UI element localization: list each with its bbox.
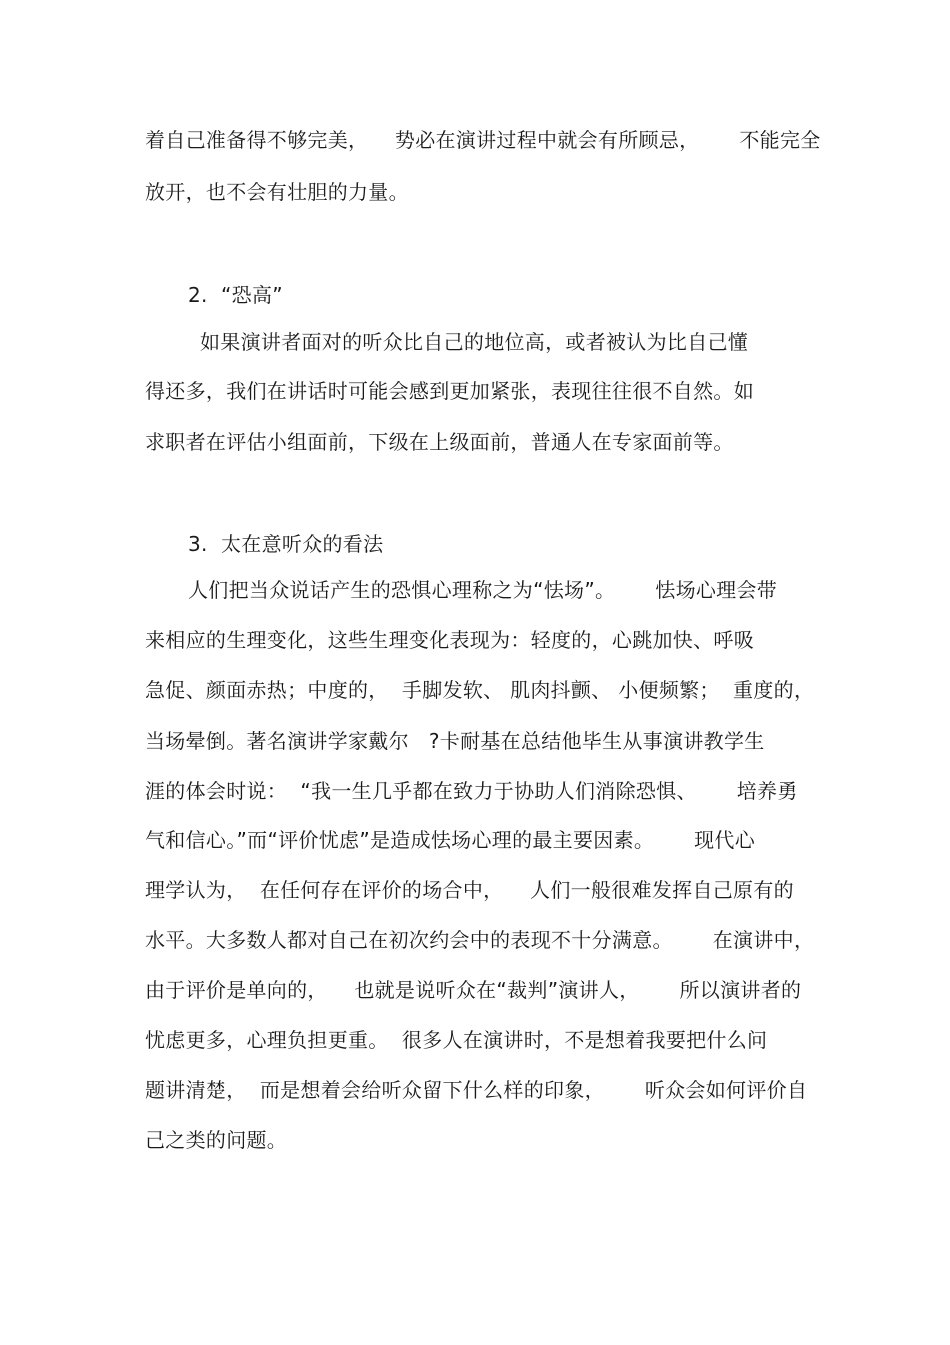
paragraph-line: 当场晕倒。著名演讲学家戴尔 ?卡耐基在总结他毕生从事演讲教学生 [145, 729, 765, 753]
paragraph-line: 人们把当众说话产生的恐惧心理称之为“怯场”。 怯场心理会带 [188, 578, 778, 602]
paragraph-line: 来相应的生理变化，这些生理变化表现为：轻度的，心跳加快、呼吸 [145, 628, 754, 652]
paragraph-line: 得还多，我们在讲话时可能会感到更加紧张，表现往往很不自然。如 [145, 379, 754, 403]
paragraph-line: 理学认为， 在任何存在评价的场合中， 人们一般很难发挥自己原有的 [145, 878, 794, 902]
section-heading-3: 3. 太在意听众的看法 [188, 532, 384, 556]
paragraph-line: 求职者在评估小组面前，下级在上级面前，普通人在专家面前等。 [145, 430, 734, 454]
paragraph-line: 水平。大多数人都对自己在初次约会中的表现不十分满意。 在演讲中， [145, 928, 815, 952]
paragraph-line: 涯的体会时说： “我一生几乎都在致力于协助人们消除恐惧、 培养勇 [145, 779, 798, 803]
paragraph-line: 气和信心。”而“评价忧虑”是造成怯场心理的最主要因素。 现代心 [145, 828, 756, 852]
paragraph-line: 放开，也不会有壮胆的力量。 [145, 180, 409, 204]
paragraph-line: 己之类的问题。 [145, 1128, 288, 1152]
paragraph-line: 着自己准备得不够完美， 势必在演讲过程中就会有所顾忌， 不能完全 [145, 128, 821, 152]
paragraph-line: 由于评价是单向的， 也就是说听众在“裁判”演讲人， 所以演讲者的 [145, 978, 802, 1002]
paragraph-line: 急促、颜面赤热；中度的， 手脚发软、 肌肉抖颤、 小便频繁； 重度的， [145, 678, 815, 702]
paragraph-line: 题讲清楚， 而是想着会给听众留下什么样的印象， 听众会如何评价自 [145, 1078, 808, 1102]
paragraph-line: 如果演讲者面对的听众比自己的地位高，或者被认为比自己懂 [200, 330, 749, 354]
section-heading-2: 2. “恐高” [188, 283, 283, 307]
paragraph-line: 忧虑更多，心理负担更重。 很多人在演讲时，不是想着我要把什么问 [145, 1028, 768, 1052]
